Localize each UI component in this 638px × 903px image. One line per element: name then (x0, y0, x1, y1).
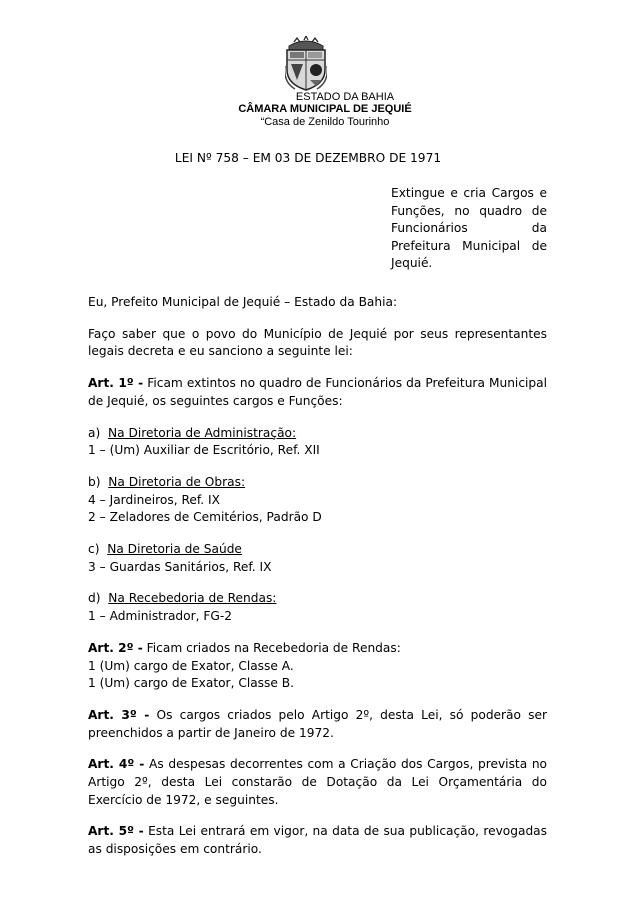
article-text: Os cargos criados pelo Artigo 2º, desta Lei, só poderão ser preenchidos a partir de Janeiro de 1972. (88, 707, 548, 740)
article-4 (88, 756, 547, 809)
article-text: As despesas decorrentes com a Criação dos Cargos, prevista no Artigo 2º, desta Lei constarão de Dotação da Lei Orçamentária do Exercício de 1972, e seguintes. (88, 757, 548, 807)
chamber-motto: “Casa de Zenildo Tourinho (260, 116, 390, 128)
section-d (88, 590, 547, 625)
intro-paragraph: Eu, Prefeito Municipal de Jequié – Estado da Bahia: (88, 295, 398, 309)
article-label: Art. 4º - (88, 757, 145, 772)
list-item: 1 – (Um) Auxiliar de Escritório, Ref. XII (88, 443, 320, 458)
list-item: 3 – Guardas Sanitários, Ref. IX (88, 559, 272, 574)
section-name: Na Diretoria de Administração: (107, 425, 297, 440)
article-label: Art. 2º - (88, 640, 143, 655)
law-title: LEI Nº 758 – EM 03 DE DEZEMBRO DE 1971 (174, 151, 442, 165)
enactment-paragraph: Faço saber que o povo do Município de Jequié por seus representantes legais decreta e eu sanciono a seguinte lei: (88, 326, 547, 359)
article-3 (88, 707, 547, 742)
article-label: Art. 1º - (88, 376, 144, 391)
municipal-coat-of-arms-icon (285, 36, 327, 92)
section-letter: d) (88, 591, 101, 606)
section-letter: b) (88, 474, 101, 489)
section-b (88, 474, 547, 527)
section-name: Na Recebedoria de Rendas: (108, 591, 277, 606)
article-label: Art. 3º - (88, 707, 150, 722)
list-item: 1 (Um) cargo de Exator, Classe B. (88, 676, 294, 691)
list-item: 1 (Um) cargo de Exator, Classe A. (88, 658, 294, 673)
section-letter: c) (88, 542, 100, 557)
article-label: Art. 5º - (88, 824, 144, 839)
state-name: ESTADO DA BAHIA (295, 91, 395, 103)
section-c (88, 541, 547, 576)
article-1 (88, 375, 547, 410)
article-text: Ficam extintos no quadro de Funcionários da Prefeitura Municipal de Jequié, os seguintes cargos e Funções: (88, 376, 547, 408)
chamber-name: CÂMARA MUNICIPAL DE JEQUIÉ (238, 103, 412, 115)
section-name: Na Diretoria de Saúde (107, 542, 242, 557)
law-summary: Extingue e cria Cargos e Funções, no quadro de Funcionários da Prefeitura Municipal de Jequié. (391, 186, 547, 270)
article-2 (88, 640, 547, 693)
article-text: Esta Lei entrará em vigor, na data de sua publicação, revogadas as disposições em contrário. (88, 824, 547, 857)
list-item: 4 – Jardineiros, Ref. IX (88, 492, 220, 507)
list-item: 1 – Administrador, FG-2 (88, 609, 232, 624)
section-a (88, 425, 547, 460)
section-letter: a) (88, 425, 101, 440)
section-name: Na Diretoria de Obras: (108, 474, 246, 489)
list-item: 2 – Zeladores de Cemitérios, Padrão D (88, 510, 322, 525)
article-5 (88, 823, 547, 858)
law-body (88, 294, 547, 873)
article-text: Ficam criados na Recebedoria de Rendas: (142, 640, 401, 655)
